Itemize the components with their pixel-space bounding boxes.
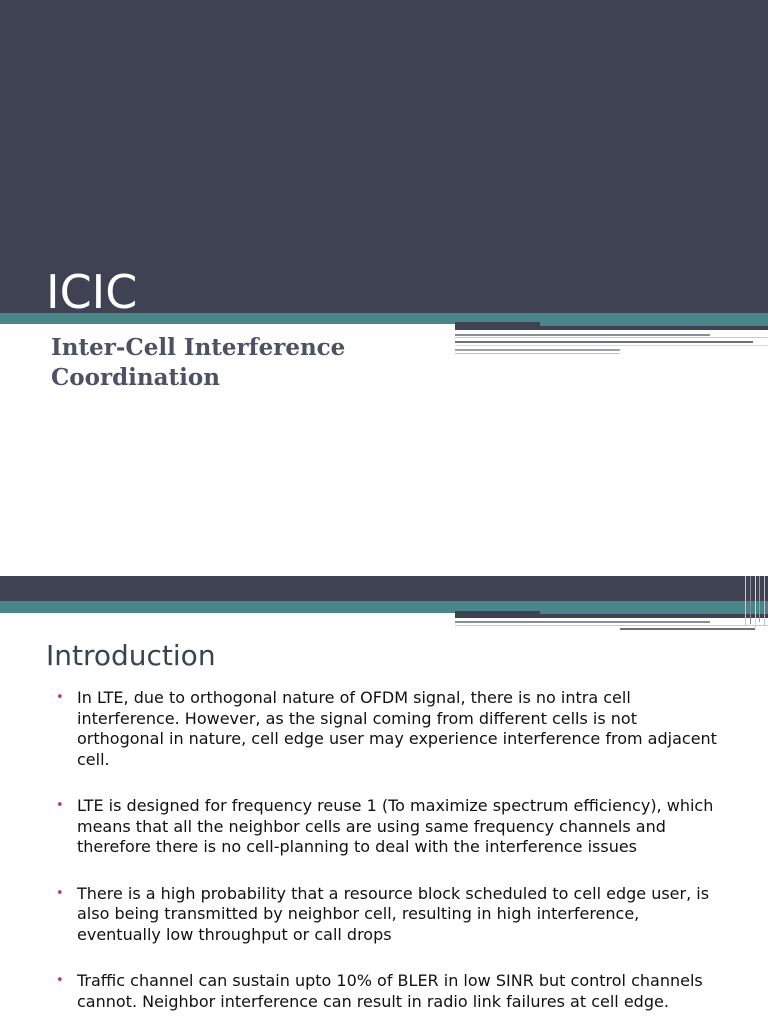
bullet-dot-icon: • bbox=[56, 690, 64, 705]
list-item bbox=[0, 796, 768, 858]
slide-heading: Introduction bbox=[46, 639, 216, 672]
bullet-dot-icon: • bbox=[56, 885, 64, 901]
bullet-dot-icon: • bbox=[56, 798, 64, 813]
list-item bbox=[0, 884, 768, 946]
bullet-text: LTE is designed for frequency reuse 1 (To maximize spectrum efficiency), which means that all the neighbor cells are using same frequency channels and therefore there is no cell-planning to deal with the interference issues bbox=[77, 796, 714, 856]
introduction-slide bbox=[0, 576, 768, 1024]
list-item bbox=[0, 688, 768, 770]
bullet-text: In LTE, due to orthogonal nature of OFDM signal, there is no intra cell interference. However, as the signal coming from different cells is not orthogonal in nature, cell edge user may experience interference from adjacent cell. bbox=[77, 688, 717, 769]
bullet-dot-icon: • bbox=[56, 973, 64, 988]
bullet-text: Traffic channel can sustain upto 10% of BLER in low SINR but control channels cannot. Neighbor interference can result in radio link failures at cell edge. bbox=[77, 971, 703, 1011]
bullet-text: There is a high probability that a resource block scheduled to cell edge user, is also being transmitted by neighbor cell, resulting in high interference, eventually low throughput or call drops bbox=[77, 883, 710, 944]
bullet-list bbox=[0, 688, 768, 1024]
slide-title: ICIC bbox=[46, 265, 138, 319]
slide-subtitle: Inter-Cell Interference Coordination bbox=[51, 334, 346, 391]
list-item bbox=[0, 971, 768, 1012]
header-band bbox=[0, 576, 768, 601]
